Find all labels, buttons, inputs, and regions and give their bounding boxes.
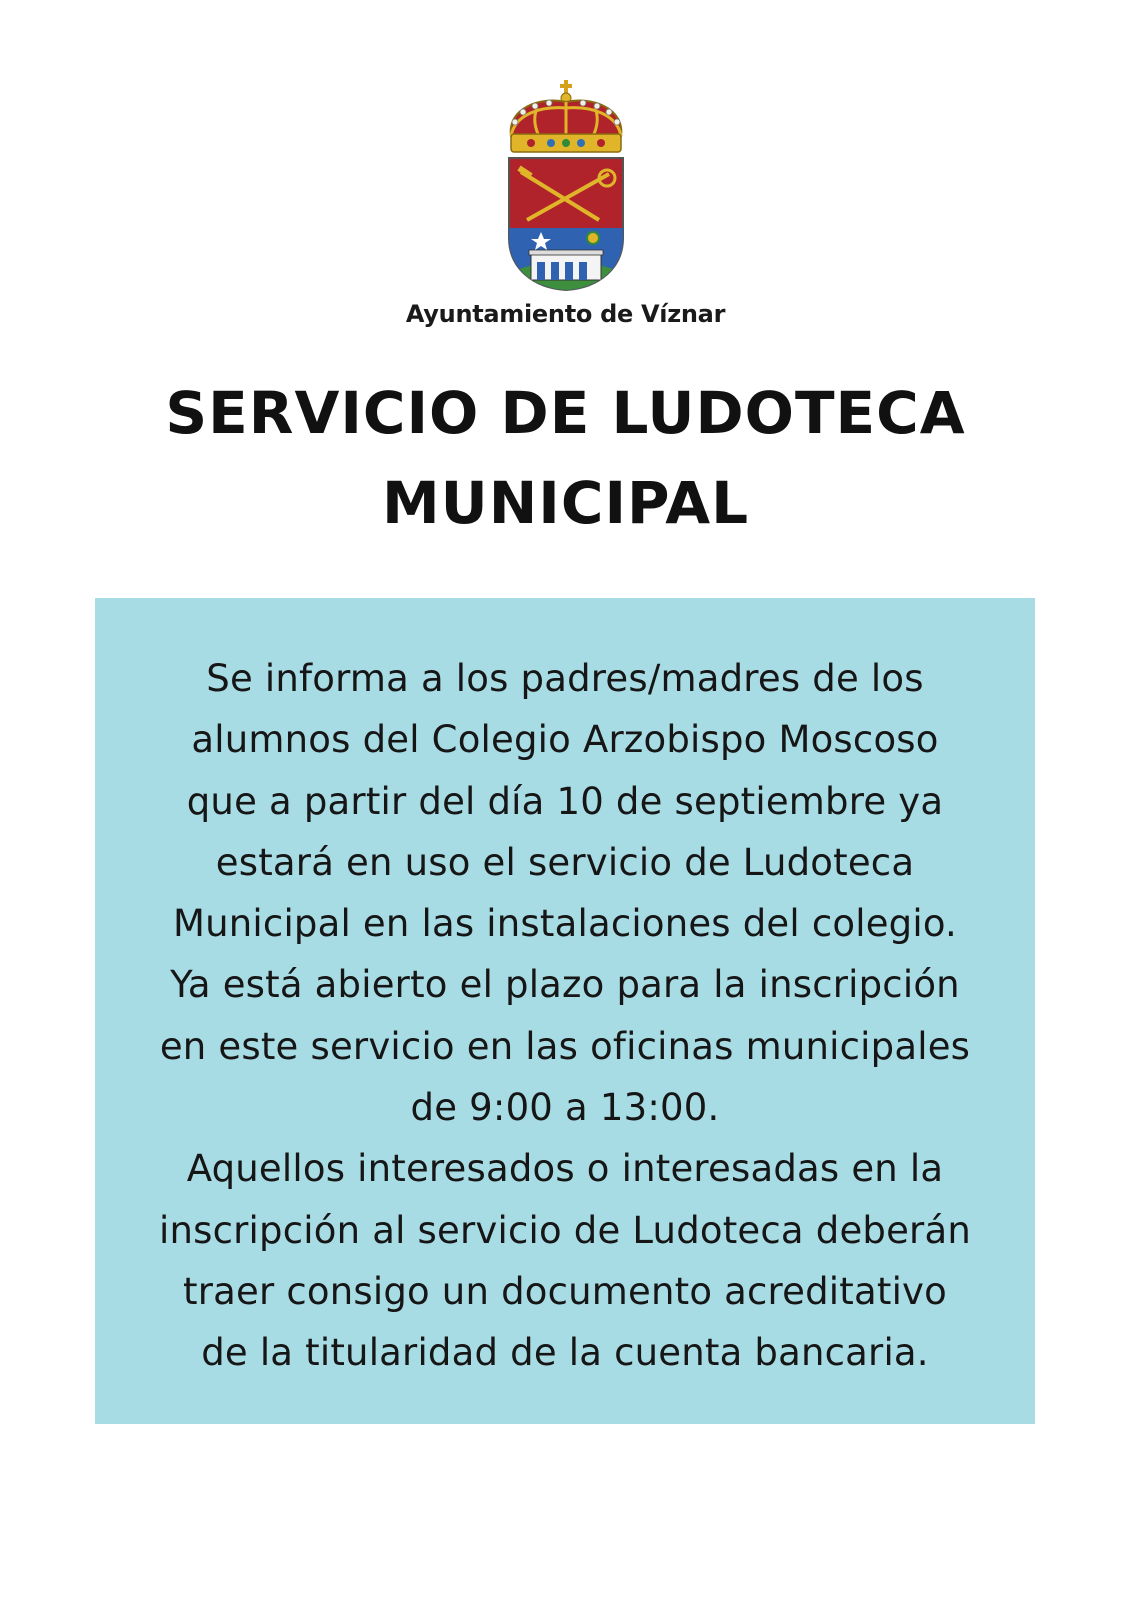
notice-line: traer consigo un documento acreditativo	[183, 1269, 947, 1313]
coat-of-arms-icon	[501, 78, 631, 296]
title-line-2: MUNICIPAL	[381, 469, 750, 537]
notice-line: inscripción al servicio de Ludoteca deberán	[159, 1208, 971, 1252]
notice-line: Se informa a los padres/madres de los	[206, 657, 924, 700]
notice-line: Ya está abierto el plazo para la inscripción	[170, 963, 960, 1007]
notice-line: Aquellos interesados o interesadas en la	[186, 1147, 944, 1191]
title-line-1: SERVICIO DE LUDOTECA	[165, 379, 966, 447]
notice-line: alumnos del Colegio Arzobispo Moscoso	[191, 718, 939, 762]
notice-line: en este servicio en las oficinas municipales	[159, 1024, 971, 1068]
org-name: Ayuntamiento de Víznar	[405, 300, 726, 328]
notice-box	[95, 598, 1035, 1424]
notice-line: de 9:00 a 13:00.	[410, 1086, 720, 1130]
header	[0, 78, 1131, 328]
notice-line: Municipal en las instalaciones del colegio.	[173, 902, 957, 946]
notice-line: estará en uso el servicio de Ludoteca	[215, 840, 915, 884]
page-title	[0, 368, 1131, 548]
notice-line: de la titularidad de la cuenta bancaria.	[201, 1331, 929, 1375]
notice-line: que a partir del día 10 de septiembre ya	[186, 779, 944, 823]
